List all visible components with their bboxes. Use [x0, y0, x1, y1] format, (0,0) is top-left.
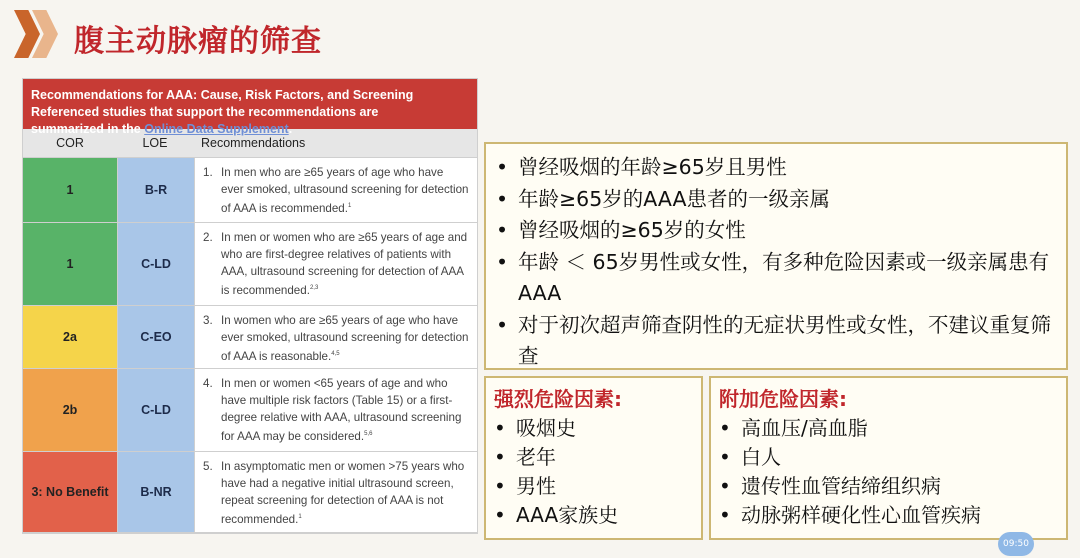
cor-cell: 2b	[23, 369, 117, 451]
bullet-icon: •	[494, 474, 506, 498]
bullet-icon: •	[719, 503, 731, 527]
recommendation-text	[221, 375, 469, 447]
list-item	[719, 501, 1058, 530]
list-item-text: 曾经吸烟的年龄≥65岁且男性	[518, 155, 787, 179]
header-text: .	[288, 122, 293, 136]
list-item-text: 对于初次超声筛查阴性的无症状男性或女性，不建议重复筛查	[518, 312, 1051, 368]
column-cor: COR	[56, 136, 84, 150]
bullet-icon: •	[496, 155, 509, 179]
additional-risk-box	[709, 376, 1068, 540]
page-title: 腹主动脉瘤的筛查	[74, 24, 322, 59]
recommendation-body: In women who are ≥65 years of age who have ever smoked, ultrasound screening for detection of AAA is reasonable.	[221, 314, 469, 363]
list-item-text: 老年	[516, 445, 556, 469]
bullet-icon: •	[494, 416, 506, 440]
table-row	[23, 369, 477, 452]
time-badge: 09:50	[998, 532, 1034, 556]
recommendation-cell	[194, 369, 477, 451]
list-item-text: 年龄 ＜ 65岁男性或女性，有多种危险因素或一级亲属患有AAA	[518, 249, 1050, 305]
recommendation-body: In men or women who are ≥65 years of age and who are first-degree relatives of patients with AAA, ultrasound screening for detection of AAA is recommended.	[221, 231, 468, 297]
reference-superscript: 4,5	[331, 351, 340, 357]
list-item-text: AAA家族史	[516, 503, 619, 527]
recommendation-text	[221, 458, 469, 528]
list-item	[496, 247, 1058, 310]
header-line: Recommendations for AAA: Cause, Risk Factors, and Screening	[31, 88, 414, 102]
list-item-text: 高血压/高血脂	[741, 416, 868, 440]
list-item-text: 白人	[741, 445, 781, 469]
additional-risk-title: 附加危险因素:	[719, 387, 847, 411]
header-line: Referenced studies that support the recommendations are	[31, 105, 379, 119]
list-item	[494, 472, 693, 501]
loe-cell: C-LD	[117, 369, 194, 451]
recommendation-body: In men who are ≥65 years of age who have ever smoked, ultrasound screening for detection of AAA is recommended.	[221, 166, 469, 215]
loe-cell: C-LD	[117, 223, 194, 305]
column-recommendations: Recommendations	[201, 136, 306, 150]
reference-superscript: 1	[347, 203, 352, 209]
loe-cell: C-EO	[117, 306, 194, 368]
list-item-text: 吸烟史	[516, 416, 576, 440]
cor-cell: 3: No Benefit	[23, 452, 117, 532]
title-bar	[0, 8, 1080, 60]
online-data-link[interactable]: Online Data Supplement	[144, 122, 289, 136]
recommendation-number: 3.	[203, 314, 213, 327]
loe-cell: B-R	[117, 158, 194, 222]
bullet-icon: •	[719, 416, 731, 440]
list-item	[719, 414, 1058, 443]
recommendation-number: 5.	[203, 460, 213, 473]
loe-cell: B-NR	[117, 452, 194, 532]
recommendation-cell	[194, 306, 477, 368]
list-item-text: 动脉粥样硬化性心血管疾病	[741, 503, 981, 527]
recommendation-text	[221, 164, 469, 218]
screening-criteria-box	[484, 142, 1068, 370]
list-item-text: 男性	[516, 474, 556, 498]
list-item	[496, 310, 1058, 373]
list-item	[496, 215, 1058, 247]
bullet-icon: •	[496, 249, 509, 274]
bullet-icon: •	[719, 474, 731, 498]
list-item	[494, 443, 693, 472]
recommendation-body: In asymptomatic men or women >75 years who have had a negative initial ultrasound screen, repeat screening for detection of AAA is not recommended.	[221, 460, 465, 526]
recommendation-number: 2.	[203, 231, 213, 244]
list-item	[496, 184, 1058, 216]
cor-cell: 1	[23, 158, 117, 222]
list-item	[719, 443, 1058, 472]
recommendation-number: 4.	[203, 377, 213, 390]
table-row	[23, 452, 477, 533]
recommendation-number: 1.	[203, 166, 213, 179]
cor-cell: 1	[23, 223, 117, 305]
recommendation-body: In men or women <65 years of age and who have multiple risk factors (Table 15) or a first-degree relative with AAA, ultrasound screening for AAA may be considered.	[221, 377, 462, 443]
bullet-icon: •	[719, 445, 731, 469]
list-item-text: 年龄≥65岁的AAA患者的一级亲属	[518, 186, 830, 211]
list-item	[494, 414, 693, 443]
cor-cell: 2a	[23, 306, 117, 368]
header-text: summarized in the	[31, 122, 145, 136]
table-row	[23, 223, 477, 306]
bullet-icon: •	[496, 312, 509, 337]
reference-superscript: 5,6	[364, 431, 373, 437]
strong-risk-box	[484, 376, 703, 540]
list-item-text: 遗传性血管结缔组织病	[741, 474, 941, 498]
table-header	[23, 79, 477, 136]
reference-superscript: 1	[298, 514, 302, 520]
table-row	[23, 306, 477, 369]
list-item	[496, 152, 1058, 184]
strong-risk-title: 强烈危险因素:	[494, 387, 622, 411]
table-row	[23, 158, 477, 223]
bullet-icon: •	[494, 445, 506, 469]
list-item	[719, 472, 1058, 501]
column-loe: LOE	[142, 136, 168, 150]
list-item	[494, 501, 693, 530]
recommendations-table	[22, 78, 478, 534]
bullet-icon: •	[496, 186, 509, 211]
bullet-icon: •	[494, 503, 506, 527]
recommendation-text	[221, 229, 469, 301]
recommendation-text	[221, 312, 469, 364]
bullet-icon: •	[496, 218, 509, 242]
recommendation-cell	[194, 223, 477, 305]
recommendation-cell	[194, 158, 477, 222]
recommendation-cell	[194, 452, 477, 532]
list-item-text: 曾经吸烟的≥65岁的女性	[518, 218, 746, 242]
reference-superscript: 2,3	[309, 285, 319, 291]
